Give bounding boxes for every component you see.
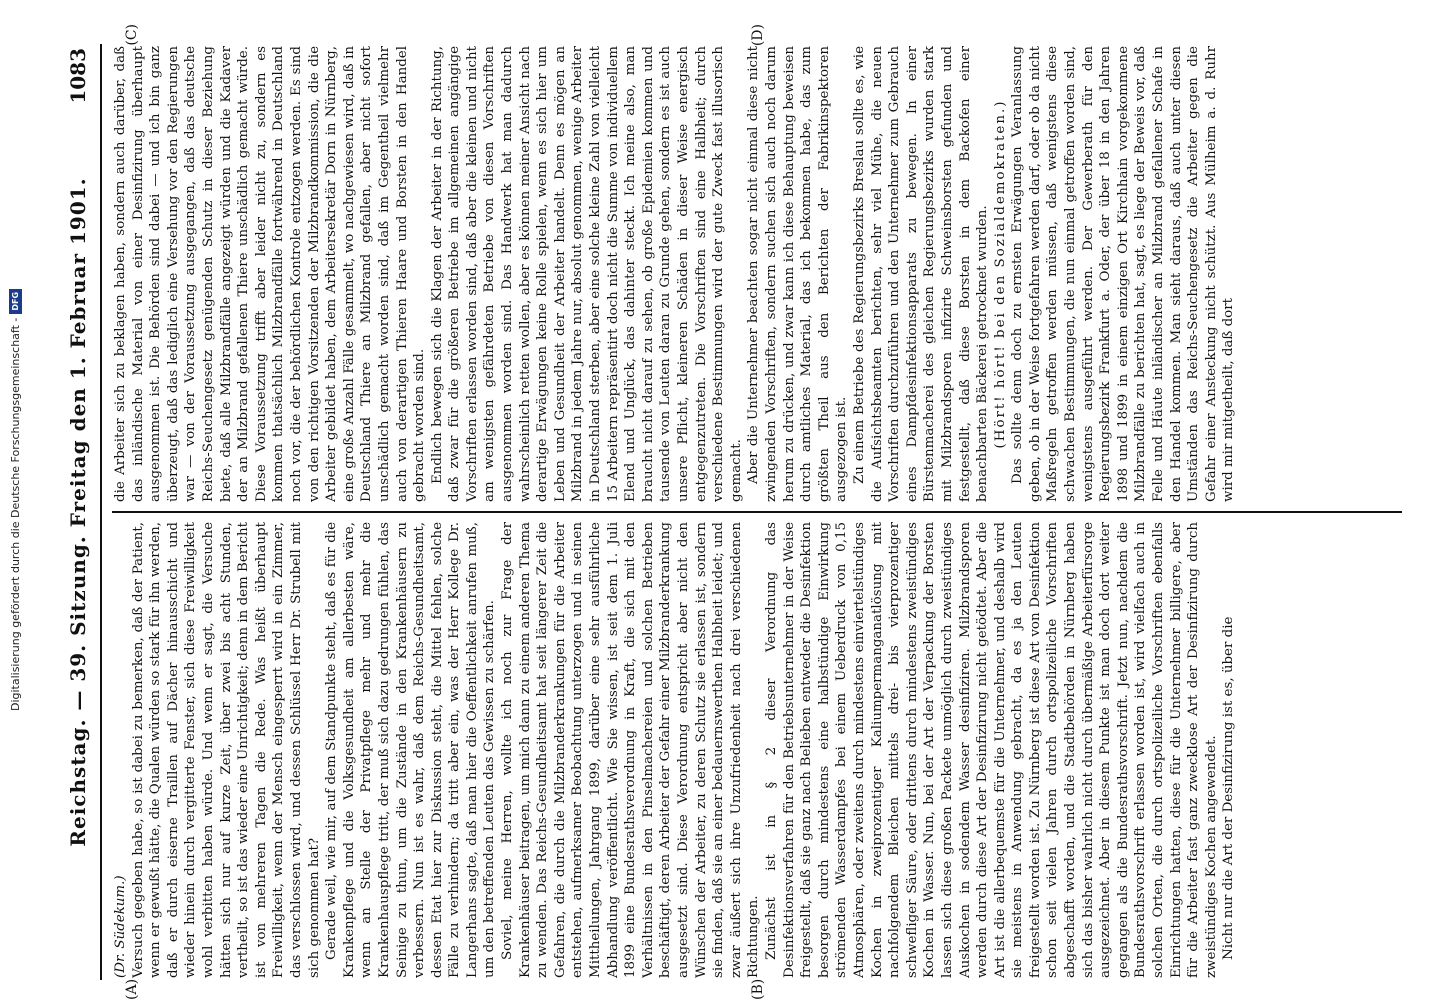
margin-mark-a: (A): [124, 978, 140, 1000]
digitization-credit: [6, 0, 24, 1000]
paragraph: Endlich bewegen sich die Klagen der Arbeiter in der Richtung, daß zwar für die größeren Betriebe im allgemeinen angängige Vorschriften erlassen worden sind, daß aber die kleinen und nicht am wenigsten gefährdeten Betriebe von diesen Vorschriften ausgenommen worden sind. Das Handwerk hat man dadurch wahrscheinlich retten wollen, aber es können meiner Ansicht nach derartige Erwägungen keine Rolle spielen, wenn es sich hier um Leben und Gesundheit der Arbeiter handelt. Denn es mögen an Milzbrand in jedem Jahre nur, absolut genommen, wenige Arbeiter in Deutschland sterben, aber eine solche kleine Zahl von vielleicht 15 Arbeitern repräsentirt doch nicht die Summe von individuellem Elend und Unglück, das dahinter steckt. Ich meine also, man braucht nicht darauf zu sehen, ob große Epidemien kommen und tausende von Leuten daran zu Grunde gehen, sondern es ist auch unsere Pflicht, kleineren Schäden in dieser Weise energisch entgegenzutreten. Die Vorschriften sind eine Halbheit; durch verschiedene Bestimmungen wird der gute Zweck fast illusorisch gemacht.: [429, 46, 744, 502]
paragraph: Gerade weil, wie mir, auf dem Standpunkte steht, daß es für die Krankenpflege und die Volksgesundheit am allerbesten wäre, wenn an Stelle der Privatpflege mehr und mehr die Krankenhauspflege tritt, der muß sich dazu gedrungen fühlen, das Seinige zu thun, um die Zustände in den Krankenhäusern zu verbessern. Nun ist es wahr, daß dem Reichs-Gesundheitsamt, dessen Etat hier zur Diskussion steht, die Mittel fehlen, solche Fälle zu verhindern; da tritt aber ein, was der Herr Kollege Dr. Langerhans sagte, daß man hier die Oeffentlichkeit anrufen muß, um den betreffenden Leuten das Gewissen zu schärfen.: [324, 522, 498, 978]
page-header: [60, 44, 102, 980]
paragraph: Aber die Unternehmer beachten sogar nicht einmal diese nicht zwingenden Vorschriften, sondern suchen sich auch noch darum herum zu drücken, und zwar kann ich diese Behauptung beweisen durch amtliches Material, das ich bekommen habe, das zum größten Theil aus den Berichten der Fabrikinspektoren ausgezogen ist.: [746, 46, 850, 502]
paragraph: Soviel, meine Herren, wollte ich noch zur Frage der Krankenhäuser beitragen, um mich dann zu einem anderen Thema zu wenden. Das Reichs-Gesundheitsamt hat seit längerer Zeit die Gefahren, die durch die Milzbranderkrankungen für die Arbeiter entstehen, aufmerksamer Beobachtung unterzogen und in seinen Mittheilungen, Jahrgang 1899, darüber eine sehr ausführliche Abhandlung veröffentlicht. Wie Sie wissen, ist seit dem 1. Juli 1899 eine Bundesrathsverordnung in Kraft, die sich mit den Verhältnissen in den Pinselmachereien und solchen Betrieben beschäftigt, deren Arbeiter der Gefahr einer Milzbranderkrankung ausgesetzt sind. Diese Verordnung entspricht aber nicht den Wünschen der Arbeiter, zu deren Schutz sie erlassen ist, sondern sie finden, daß sie an einer bedauernswerthen Halbheit leidet; und zwar äußert sich ihre Unzufriedenheit nach drei verschiedenen Richtungen.: [500, 522, 762, 978]
paragraph: Zunächst ist in § 2 dieser Verordnung das Desinfektionsverfahren für den Betriebsunternehmer in der Weise freigestellt, daß sie ganz nach Belieben entweder die Desinfektion besorgen durch mindestens eine halbstündige Einwirkung strömenden Wasserdampfes bei einem Ueberdruck von 0,15 Atmosphären, oder zweitens durch mindestens einviertelstündiges Kochen in zweiprozentiger Kaliumpermanganatlösung mit nachfolgendem Bleichen mittels drei- bis vierprozentiger schwefliger Säure, oder drittens durch mindestens zweistündiges Kochen in Wasser. Nun, bei der Art der Verpackung der Borsten lassen sich diese großen Packete unmöglich durch zweistündiges Auskochen in sodendem Wasser desinfiziren. Milzbrandsporen werden durch diese Art der Desinfizirung nicht getödtet. Aber die Art ist die allerbequemste für die Unternehmer, und deshalb wird sie meistens in Anwendung gebracht, da es ja den Leuten freigestellt worden ist. Zu Nürnberg ist diese Art von Desinfektion schon seit vielen Jahren durch ortspolizeiliche Vorschriften abgeschafft worden, und die Stadtbehörden in Nürnberg haben sich das bisher wahrlich nicht durch übermäßige Arbeiterfürsorge ausgezeichnet. Aber in diesem Punkte ist man doch dort weiter gegangen als die Bundesrathsvorschrift. Jetzt nun, nachdem die Bundesrathsvorschrift erlassen worden ist, wird vielfach auch in solchen Orten, die durch ortspolizeiliche Vorschriften ebenfalls Einrichtungen hatten, diese für die Unternehmer billigere, aber für die Arbeiter fast ganz zwecklose Art der Desinfizirung durch zweistündiges Kochen angewendet.: [763, 522, 1219, 978]
paragraph: Zu einem Betriebe des Regierungsbezirks Breslau sollte es, wie die Aufsichtsbeamten berichten, sehr viel Mühe, die neuen Vorschriften durchzuführen und den Unternehmer zum Gebrauch eines Dampfdesinfektionsapparats zu bewegen. In einer Bürstenmacherei des gleichen Regierungsbezirks wurden stark mit Milzbrandsporen infizirte Schweinsborsten gefunden und festgestellt, daß diese Borsten in dem Backofen einer benachbarten Bäckerei getrocknet wurden.: [851, 46, 991, 502]
running-title: Reichstag. — 39. Sitzung. Freitag den 1. Februar 1901.: [66, 177, 90, 847]
margin-mark-b: (B): [750, 978, 766, 1000]
paragraph: die Arbeiter sich zu beklagen haben, sondern auch darüber, daß das inländische Material von einer Desinfizirung überhaupt ausgenommen ist. Die Behörden sind dabei — und ich bin ganz überzeugt, daß das lediglich eine Versehung vor den Regierungen war — von der Voraussetzung ausgegangen, daß das deutsche Reichs-Seuchengesetz genügenden Schutz in dieser Beziehung biete, daß alle Milzbrandfälle angezeigt würden und die Kadaver der an Milzbrand gefallenen Thiere unschädlich gemacht würde. Diese Voraussetzung trifft aber leider nicht zu, sondern es kommen thatsächlich Milzbrandfälle fortwährend in Deutschland noch vor, die der behördlichen Kontrole entzogen werden. Es sind von den richtigen Vorsitzenden der Milzbrandkommission, die die Arbeiter gebildet haben, dem Arbeitersekretär Dorn in Nürnberg, eine große Anzahl Fälle gesammelt, wo nachgewiesen wird, daß in Deutschland Thiere an Milzbrand gefallen, aber nicht sofort unschädlich gemacht worden sind, daß im Gegentheil vielmehr auch von derartigen Thieren Haare und Borsten in den Handel gebracht worden sind.: [113, 46, 428, 502]
interjection: (Hört! hört! bei den Sozialdemokraten.): [992, 99, 1008, 449]
margin-mark-d: (D): [750, 24, 766, 47]
paragraph: Nicht nur die Art der Desinfizirung ist es, über die: [1221, 616, 1237, 960]
page-number: 1083: [66, 48, 90, 104]
credit-text: Digitalisierung gefördert durch die Deutsche Forschungsgemeinschaft -: [8, 317, 22, 712]
paragraph: Das sollte denn doch zu ernsten Erwägungen Veranlassung geben, ob in der Weise fortgefahren werden darf, oder ob da nicht Maßregeln getroffen werden müssen, daß wenigstens diese schwachen Bestimmungen, die nun einmal getroffen worden sind, wenigstens ausgeführt werden. Der Gewerberath für den Regierungsbezirk Frankfurt a. Oder, der über 18 in den Jahren 1898 und 1899 in einem einzigen Ort Kirchhain vorgekommene Milzbrandfälle zu berichten hat, sagt, es liege der Beweis vor, daß Felle und Häute inländischer an Milzbrand gefallener Schafe in den Handel kommen. Man sieht daraus, daß auch unter diesen Umständen das Reichs-Seuchengesetz die Arbeiter gegen die Gefahr einer Ansteckung nicht schützt. Aus Mülheim a. d. Ruhr wird mir mitgetheilt, daß dort: [1010, 46, 1237, 502]
speaker-label: (Dr. Südekum.): [113, 875, 128, 978]
right-text-column: [112, 46, 1402, 502]
paragraph: Versuch gegeben habe, so ist dabei zu bemerken, daß der Patient, wenn er gewußt hätte, die Qualen würden so stark für ihn werden, daß er durch eiserne Traillen auf Dächer hinausschicht und wieder hinein durch vergitterte Fenster, sich diese Freiwilligkeit wohl verbitten haben würde. Und wenn er sagt, die Versuche hätten sich nur auf kurze Zeit, über zwei bis acht Stunden, vertheilt, so ist das wieder eine Unrichtigkeit; denn in dem Bericht ist von mehreren Tagen die Rede. Was heißt überhaupt Freiwilligkeit, wenn der Mensch eingesperrt wird in ein Zimmer, das verschlossen wird, und dessen Schlüssel Herr Dr. Strubell mit sich genommen hat?: [130, 522, 322, 978]
left-text-column: [112, 522, 1402, 978]
dfg-logo-icon: DFG: [9, 289, 22, 314]
column-divider: [112, 511, 1402, 513]
margin-mark-c: (C): [124, 24, 140, 46]
rotated-page-content: [60, 24, 1410, 1000]
